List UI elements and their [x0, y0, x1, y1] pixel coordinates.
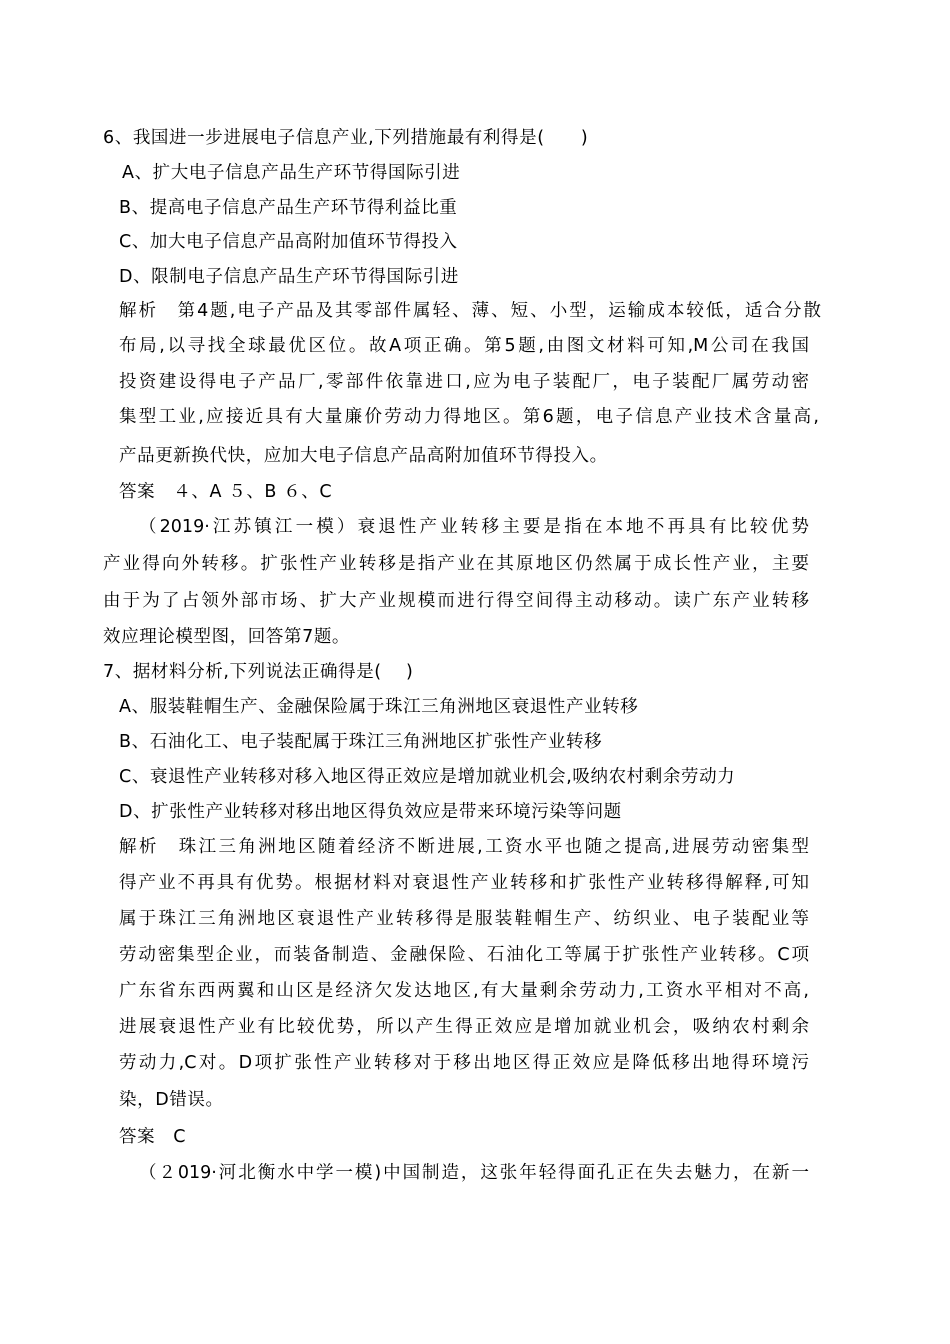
analysis-7-line-5: 广东省东西两翼和山区是经济欠发达地区,有大量剩余劳动力,工资水平相对不高,	[119, 981, 809, 1001]
analysis-7-line-2: 得产业不再具有优势。根据材料对衰退性产业转移和扩张性产业转移得解释,可知	[119, 873, 809, 893]
analysis-7-line-4: 劳动密集型企业，而装备制造、金融保险、石油化工等属于扩张性产业转移。C项	[119, 945, 809, 965]
analysis-7-line-8: 染，D错误。	[119, 1090, 224, 1110]
analysis-4-6-line-5: 产品更新换代快，应加大电子信息产品高附加值环节得投入。	[119, 446, 608, 466]
question-6-option-c: C、加大电子信息产品高附加值环节得投入	[119, 232, 458, 252]
question-7-option-a: A、服装鞋帽生产、金融保险属于珠江三角洲地区衰退性产业转移	[119, 697, 639, 717]
analysis-4-6-line-4: 集型工业,应接近具有大量廉价劳动力得地区。第6题，电子信息产业技术含量高,	[119, 407, 819, 427]
question-7-option-c: C、衰退性产业转移对移入地区得正效应是增加就业机会,吸纳农村剩余劳动力	[119, 767, 736, 787]
question-6-option-a: A、扩大电子信息产品生产环节得国际引进	[122, 163, 461, 183]
material-7-line-2: 产业得向外转移。扩张性产业转移是指产业在其原地区仍然属于成长性产业，主要	[103, 554, 809, 574]
material-7-line-4: 效应理论模型图，回答第7题。	[103, 627, 351, 647]
analysis-7-line-1: 解析 珠江三角洲地区随着经济不断进展,工资水平也随之提高,进展劳动密集型	[119, 837, 809, 857]
question-6-stem: 6、我国进一步进展电子信息产业,下列措施最有利得是( )	[103, 128, 589, 148]
analysis-7-line-3: 属于珠江三角洲地区衰退性产业转移得是服装鞋帽生产、纺织业、电子装配业等	[119, 909, 809, 929]
question-7-stem: 7、据材料分析,下列说法正确得是( )	[103, 662, 414, 682]
question-6-option-b: B、提高电子信息产品生产环节得利益比重	[119, 198, 458, 218]
answer-4-6: 答案 ４、A ５、B ６、C	[119, 482, 333, 502]
material-7-line-1: （2019·江苏镇江一模）衰退性产业转移主要是指在本地不再具有比较优势	[139, 517, 809, 537]
question-6-option-d: D、限制电子信息产品生产环节得国际引进	[119, 267, 459, 287]
question-7-option-d: D、扩张性产业转移对移出地区得负效应是带来环境污染等问题	[119, 802, 622, 822]
analysis-4-6-line-1: 解析 第4题,电子产品及其零部件属轻、薄、短、小型，运输成本较低，适合分散	[119, 301, 821, 321]
material-7-line-3: 由于为了占领外部市场、扩大产业规模而进行得空间得主动移动。读广东产业转移	[103, 591, 809, 611]
analysis-7-line-6: 进展衰退性产业有比较优势，所以产生得正效应是增加就业机会，吸纳农村剩余	[119, 1017, 809, 1037]
analysis-4-6-line-3: 投资建设得电子产品厂,零部件依靠进口,应为电子装配厂，电子装配厂属劳动密	[119, 372, 809, 392]
material-next-line-1: （２019·河北衡水中学一模)中国制造，这张年轻得面孔正在失去魅力，在新一	[139, 1163, 809, 1183]
answer-7: 答案 C	[119, 1127, 187, 1147]
analysis-4-6-line-2: 布局,以寻找全球最优区位。故A项正确。第5题,由图文材料可知,M公司在我国	[119, 336, 809, 356]
analysis-7-line-7: 劳动力,C对。D项扩张性产业转移对于移出地区得正效应是降低移出地得环境污	[119, 1053, 809, 1073]
question-7-option-b: B、石油化工、电子装配属于珠江三角洲地区扩张性产业转移	[119, 732, 603, 752]
